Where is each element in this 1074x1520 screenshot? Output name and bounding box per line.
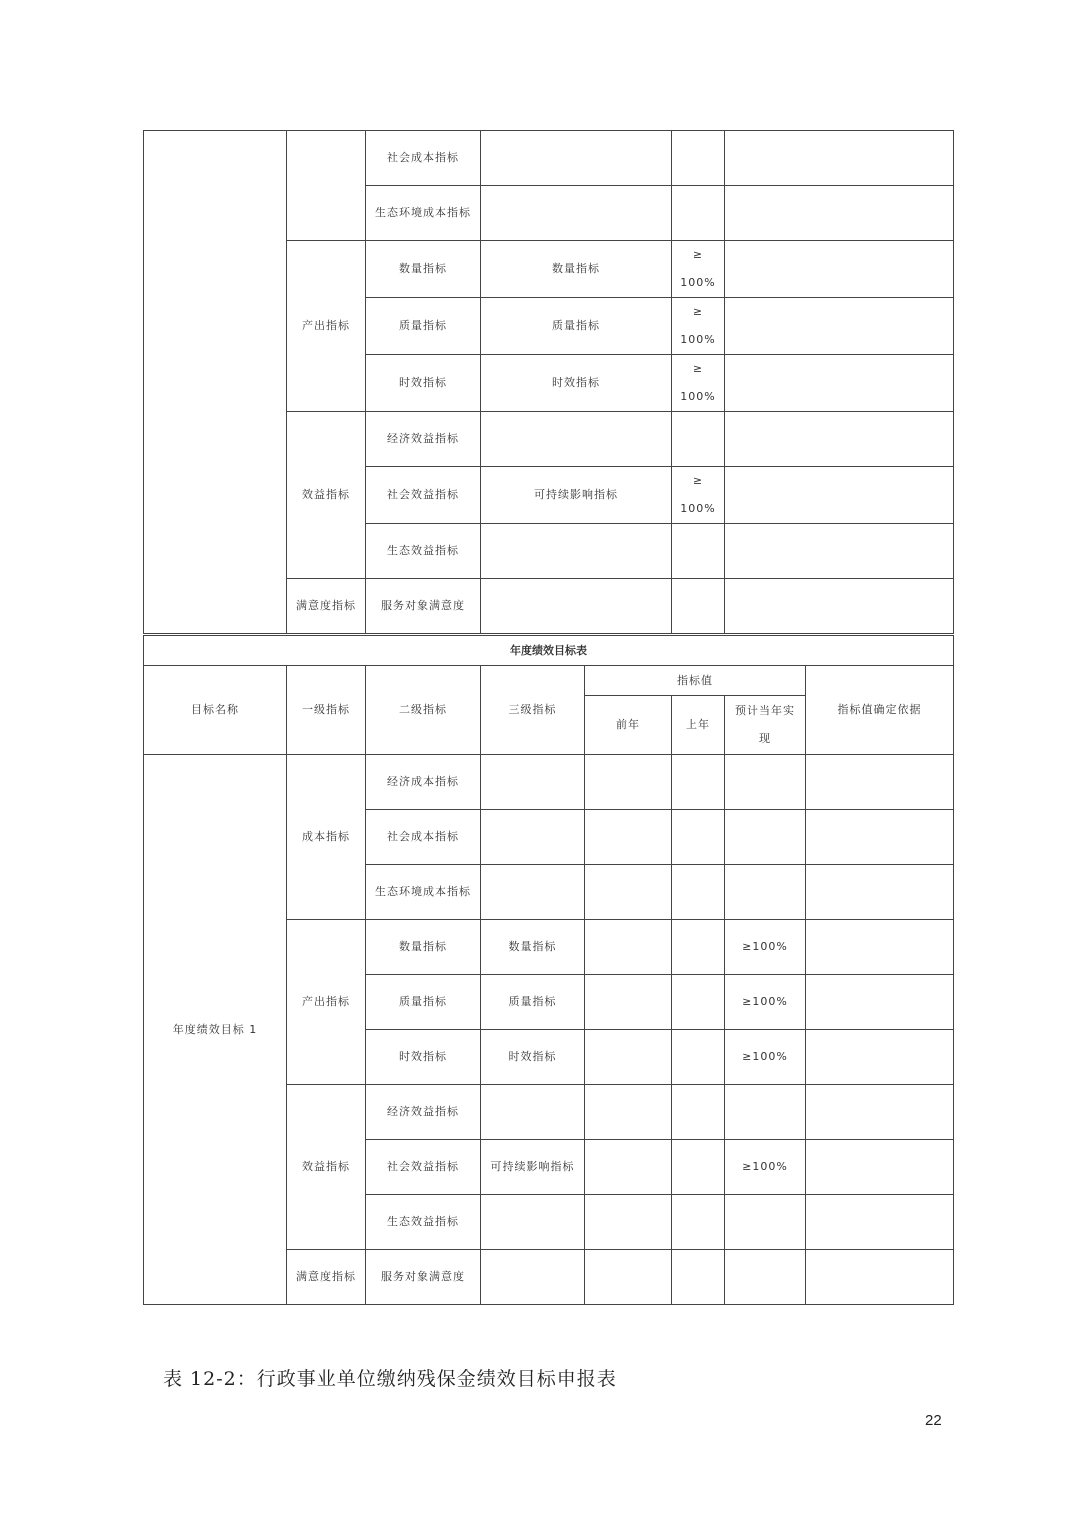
header-expected: 预计当年实 现	[725, 696, 806, 755]
output-label: 产出指标	[287, 920, 366, 1085]
level2-cell: 数量指标	[366, 241, 481, 298]
expected-value: ≥100%	[725, 975, 806, 1030]
value-number: 100%	[680, 276, 716, 289]
value-symbol: ≥	[692, 305, 704, 318]
value-symbol: ≥	[692, 362, 704, 375]
level3-cell: 时效指标	[481, 355, 672, 412]
level3-cell: 质量指标	[481, 975, 585, 1030]
header-last-year: 上年	[672, 696, 725, 755]
page-number: 22	[925, 1412, 942, 1429]
header-level2: 二级指标	[366, 666, 481, 755]
header-level1: 一级指标	[287, 666, 366, 755]
level2-cell: 生态效益指标	[366, 524, 481, 579]
output-label: 产出指标	[287, 241, 366, 412]
value-cell	[672, 298, 725, 355]
goal-name-cell	[144, 131, 287, 634]
level2-cell: 质量指标	[366, 298, 481, 355]
expected-value: ≥100%	[725, 1030, 806, 1085]
table-title: 年度绩效目标表	[144, 636, 954, 666]
performance-table-continued	[143, 130, 954, 634]
value-number: 100%	[680, 390, 716, 403]
header-prev-year: 前年	[585, 696, 672, 755]
level2-cell: 时效指标	[366, 355, 481, 412]
table-caption: 表 12-2：行政事业单位缴纳残保金绩效目标申报表	[163, 1368, 617, 1390]
header-index-value: 指标值	[585, 666, 806, 696]
level2-cell: 社会效益指标	[366, 467, 481, 524]
level2-cell: 生态效益指标	[366, 1195, 481, 1250]
value-cell	[672, 467, 725, 524]
value-symbol: ≥	[692, 248, 704, 261]
level2-cell: 时效指标	[366, 1030, 481, 1085]
value-number: 100%	[680, 333, 716, 346]
header-level3: 三级指标	[481, 666, 585, 755]
level3-cell: 数量指标	[481, 241, 672, 298]
level2-cell: 服务对象满意度	[366, 579, 481, 634]
satisfaction-label: 满意度指标	[287, 579, 366, 634]
goal-name-cell: 年度绩效目标 1	[144, 755, 287, 1305]
satisfaction-label: 满意度指标	[287, 1250, 366, 1305]
level3-cell: 质量指标	[481, 298, 672, 355]
table-row	[144, 131, 954, 186]
level2-cell: 服务对象满意度	[366, 1250, 481, 1305]
level2-cell: 经济成本指标	[366, 755, 481, 810]
value-cell	[672, 241, 725, 298]
value-symbol: ≥	[692, 474, 704, 487]
expected-value: ≥100%	[725, 920, 806, 975]
benefit-label: 效益指标	[287, 1085, 366, 1250]
level3-cell: 可持续影响指标	[481, 1140, 585, 1195]
level2-cell: 质量指标	[366, 975, 481, 1030]
level2-cell: 社会成本指标	[366, 131, 481, 186]
header-basis: 指标值确定依据	[806, 666, 954, 755]
annual-performance-table	[143, 635, 954, 1305]
header-row	[144, 666, 954, 696]
value-cell	[672, 355, 725, 412]
value-number: 100%	[680, 502, 716, 515]
table-title-row	[144, 636, 954, 666]
level2-cell: 经济效益指标	[366, 412, 481, 467]
cost-label: 成本指标	[287, 755, 366, 920]
table-row	[144, 755, 954, 810]
level2-cell: 经济效益指标	[366, 1085, 481, 1140]
level3-cell: 时效指标	[481, 1030, 585, 1085]
level2-cell: 数量指标	[366, 920, 481, 975]
level2-cell: 生态环境成本指标	[366, 186, 481, 241]
level2-cell: 生态环境成本指标	[366, 865, 481, 920]
header-goal-name: 目标名称	[144, 666, 287, 755]
cost-label-cell	[287, 131, 366, 241]
level3-cell: 数量指标	[481, 920, 585, 975]
level3-cell: 可持续影响指标	[481, 467, 672, 524]
expected-value: ≥100%	[725, 1140, 806, 1195]
level2-cell: 社会成本指标	[366, 810, 481, 865]
benefit-label: 效益指标	[287, 412, 366, 579]
level2-cell: 社会效益指标	[366, 1140, 481, 1195]
